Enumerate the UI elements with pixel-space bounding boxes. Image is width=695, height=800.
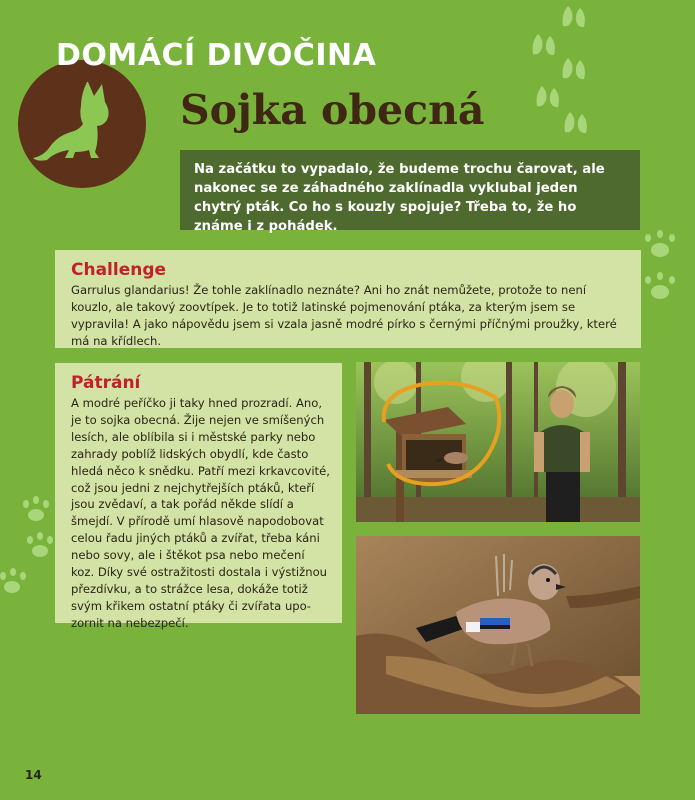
challenge-box: [55, 250, 641, 348]
jay-on-branch-photo: [356, 536, 640, 714]
fox-badge: [18, 60, 146, 188]
challenge-text: Garrulus glandarius! Že tohle zaklínadlo neznáte? Ani ho znát nemůžete, protože to není kouzlo, ale takový zoovtípek. Je to totiž latinské pojmenování ptáka, za kterým jsem se vypravila! A jako nápovědu jsem si vzala jasně modré pírko s černými příčnými proužky, které má na křídlech.: [71, 283, 617, 348]
intro-box: [180, 150, 640, 234]
page-title: Sojka obecná: [180, 86, 485, 134]
deer-tracks-icon: [520, 0, 695, 150]
section-title: DOMÁCÍ DIVOČINA: [56, 38, 377, 73]
forest-feeder-photo: [356, 362, 640, 522]
fox-silhouette-icon: [18, 60, 146, 188]
forest-feeder-woman-photo: [356, 362, 640, 522]
intro-text: Na začátku to vypadalo, že budeme trochu čarovat, ale nakonec se ze záhadného zaklínadla vyklubal jeden chytrý pták. Co ho s kouzly spojuje? Třeba to, že ho známe i z pohádek.: [194, 162, 605, 234]
patrani-text: A modré peříčko ji taky hned prozradí. Ano, je to sojka obecná. Žije nejen ve smíšených lesích, ale oblíbila si i městské parky nebo zahrady poblíž lidských obydlí, kde často hledá něco k snědku. Patří mezi krkavcovité, což jsou jedni z nejchytřejších ptáků, kteří jsou zvědaví, a tak pořád někde slídí a šmejdí. V přírodě umí hlasově napodobovat celou řadu jiných ptáků a zvířat, třeba káni nebo sovy, ale i štěkot psa nebo mečení koz. Díky své ostražitosti dostala i výstižnou přezdívku, a to strážce lesa, dokáže totiž svým křikem ostatní ptáky či zvířata upozornit na nebezpečí.: [71, 396, 330, 630]
paw-prints-icon: [0, 495, 55, 605]
jay-photo: [356, 536, 640, 714]
patrani-heading: Pátrání: [71, 373, 141, 393]
challenge-heading: Challenge: [71, 260, 167, 280]
patrani-box: [55, 363, 342, 630]
page-number: 14: [25, 768, 42, 782]
